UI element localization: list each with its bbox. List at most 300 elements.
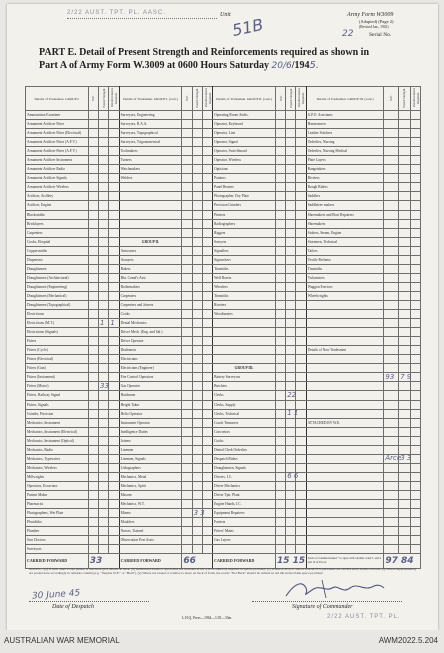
entry-cell[interactable]: [399, 545, 410, 554]
entry-cell[interactable]: [286, 156, 296, 165]
entry-cell[interactable]: [109, 328, 119, 337]
entry-cell[interactable]: [192, 545, 202, 554]
entry-cell[interactable]: [399, 228, 410, 237]
entry-cell[interactable]: [410, 545, 420, 554]
entry-cell[interactable]: [399, 472, 410, 481]
entry-cell[interactable]: [202, 391, 212, 400]
entry-cell[interactable]: [192, 436, 202, 445]
entry-cell[interactable]: [275, 310, 285, 319]
entry-cell[interactable]: [192, 246, 202, 255]
entry-cell[interactable]: [384, 472, 399, 481]
entry-cell[interactable]: [99, 192, 109, 201]
entry-cell[interactable]: [109, 264, 119, 273]
entry-cell[interactable]: [275, 120, 285, 129]
entry-cell[interactable]: [182, 319, 192, 328]
entry-cell[interactable]: [384, 120, 399, 129]
entry-cell[interactable]: [88, 382, 98, 391]
entry-cell[interactable]: [202, 300, 212, 309]
entry-cell[interactable]: [192, 129, 202, 138]
entry-cell[interactable]: [192, 183, 202, 192]
entry-cell[interactable]: [88, 472, 98, 481]
entry-cell[interactable]: [192, 156, 202, 165]
entry-cell[interactable]: [99, 310, 109, 319]
entry-cell[interactable]: [88, 300, 98, 309]
entry-cell[interactable]: [399, 183, 410, 192]
entry-cell[interactable]: [109, 481, 119, 490]
entry-cell[interactable]: [99, 373, 109, 382]
entry-cell[interactable]: [202, 382, 212, 391]
entry-cell[interactable]: [296, 147, 306, 156]
entry-cell[interactable]: [99, 518, 109, 527]
entry-cell[interactable]: [410, 138, 420, 147]
entry-cell[interactable]: [109, 364, 119, 373]
entry-cell[interactable]: [384, 391, 399, 400]
entry-cell[interactable]: [275, 373, 285, 382]
entry-cell[interactable]: [88, 273, 98, 282]
entry-cell[interactable]: [410, 463, 420, 472]
entry-cell[interactable]: [192, 237, 202, 246]
entry-cell[interactable]: [202, 273, 212, 282]
entry-cell[interactable]: [399, 364, 410, 373]
entry-cell[interactable]: [202, 427, 212, 436]
entry-cell[interactable]: [399, 174, 410, 183]
entry-cell[interactable]: [192, 500, 202, 509]
entry-cell[interactable]: [275, 210, 285, 219]
entry-cell[interactable]: [275, 129, 285, 138]
entry-cell[interactable]: [192, 518, 202, 527]
entry-cell[interactable]: [192, 490, 202, 499]
entry-cell[interactable]: [410, 291, 420, 300]
entry-cell[interactable]: [399, 382, 410, 391]
entry-cell[interactable]: [399, 165, 410, 174]
entry-cell[interactable]: [182, 255, 192, 264]
entry-cell[interactable]: [88, 228, 98, 237]
entry-cell[interactable]: [182, 120, 192, 129]
entry-cell[interactable]: [202, 228, 212, 237]
entry-cell[interactable]: [286, 527, 296, 536]
entry-cell[interactable]: [109, 545, 119, 554]
entry-cell[interactable]: [202, 310, 212, 319]
entry-cell[interactable]: [296, 192, 306, 201]
entry-cell[interactable]: [275, 545, 285, 554]
entry-cell[interactable]: [182, 400, 192, 409]
entry-cell[interactable]: [286, 147, 296, 156]
entry-cell[interactable]: [384, 527, 399, 536]
entry-cell[interactable]: [99, 527, 109, 536]
entry-cell[interactable]: [399, 518, 410, 527]
entry-cell[interactable]: [296, 436, 306, 445]
entry-cell[interactable]: [182, 518, 192, 527]
entry-cell[interactable]: [109, 319, 119, 328]
entry-cell[interactable]: [399, 192, 410, 201]
entry-cell[interactable]: [399, 129, 410, 138]
entry-cell[interactable]: [202, 129, 212, 138]
entry-cell[interactable]: [88, 291, 98, 300]
entry-cell[interactable]: [99, 427, 109, 436]
entry-cell[interactable]: [296, 328, 306, 337]
entry-cell[interactable]: [99, 409, 109, 418]
entry-cell[interactable]: [99, 418, 109, 427]
entry-cell[interactable]: [182, 147, 192, 156]
entry-cell[interactable]: [275, 219, 285, 228]
entry-cell[interactable]: [99, 246, 109, 255]
entry-cell[interactable]: [182, 165, 192, 174]
entry-cell[interactable]: [192, 472, 202, 481]
entry-cell[interactable]: [286, 282, 296, 291]
entry-cell[interactable]: [410, 319, 420, 328]
entry-cell[interactable]: [88, 237, 98, 246]
entry-cell[interactable]: [109, 282, 119, 291]
entry-cell[interactable]: [410, 174, 420, 183]
entry-cell[interactable]: [202, 527, 212, 536]
entry-cell[interactable]: [275, 147, 285, 156]
entry-cell[interactable]: [384, 201, 399, 210]
entry-cell[interactable]: [286, 337, 296, 346]
entry-cell[interactable]: [296, 300, 306, 309]
entry-cell[interactable]: [109, 237, 119, 246]
entry-cell[interactable]: [202, 373, 212, 382]
entry-cell[interactable]: [109, 490, 119, 499]
entry-cell[interactable]: [286, 500, 296, 509]
entry-cell[interactable]: [275, 300, 285, 309]
entry-cell[interactable]: [399, 536, 410, 545]
entry-cell[interactable]: [182, 282, 192, 291]
entry-cell[interactable]: [410, 509, 420, 518]
entry-cell[interactable]: [109, 427, 119, 436]
entry-cell[interactable]: [296, 174, 306, 183]
entry-cell[interactable]: [182, 210, 192, 219]
entry-cell[interactable]: [202, 282, 212, 291]
entry-cell[interactable]: [384, 436, 399, 445]
entry-cell[interactable]: [202, 463, 212, 472]
entry-cell[interactable]: [182, 418, 192, 427]
entry-cell[interactable]: [410, 201, 420, 210]
entry-cell[interactable]: [410, 310, 420, 319]
entry-cell[interactable]: [202, 400, 212, 409]
entry-cell[interactable]: [202, 545, 212, 554]
entry-cell[interactable]: [109, 391, 119, 400]
entry-cell[interactable]: [182, 300, 192, 309]
entry-cell[interactable]: [296, 219, 306, 228]
entry-cell[interactable]: [182, 201, 192, 210]
entry-cell[interactable]: [286, 237, 296, 246]
entry-cell[interactable]: [202, 337, 212, 346]
entry-cell[interactable]: [410, 346, 420, 355]
entry-cell[interactable]: [109, 300, 119, 309]
entry-cell[interactable]: [202, 219, 212, 228]
entry-cell[interactable]: [384, 192, 399, 201]
entry-cell[interactable]: [99, 255, 109, 264]
entry-cell[interactable]: [399, 210, 410, 219]
entry-cell[interactable]: [296, 427, 306, 436]
entry-cell[interactable]: [296, 264, 306, 273]
entry-cell[interactable]: [275, 391, 285, 400]
entry-cell[interactable]: [192, 255, 202, 264]
entry-cell[interactable]: [296, 337, 306, 346]
entry-cell[interactable]: [99, 156, 109, 165]
entry-cell[interactable]: [275, 228, 285, 237]
entry-cell[interactable]: [296, 536, 306, 545]
entry-cell[interactable]: [192, 165, 202, 174]
entry-cell[interactable]: [88, 264, 98, 273]
entry-cell[interactable]: [202, 346, 212, 355]
entry-cell[interactable]: [192, 454, 202, 463]
entry-cell[interactable]: [296, 400, 306, 409]
entry-cell[interactable]: [182, 391, 192, 400]
entry-cell[interactable]: [88, 427, 98, 436]
entry-cell[interactable]: [399, 120, 410, 129]
entry-cell[interactable]: [410, 337, 420, 346]
entry-cell[interactable]: [384, 111, 399, 120]
entry-cell[interactable]: [109, 120, 119, 129]
entry-cell[interactable]: [192, 409, 202, 418]
entry-cell[interactable]: [296, 373, 306, 382]
entry-cell[interactable]: [399, 391, 410, 400]
entry-cell[interactable]: [296, 156, 306, 165]
entry-cell[interactable]: [109, 174, 119, 183]
entry-cell[interactable]: [182, 237, 192, 246]
entry-cell[interactable]: [192, 481, 202, 490]
entry-cell[interactable]: [88, 454, 98, 463]
entry-cell[interactable]: [410, 282, 420, 291]
entry-cell[interactable]: [99, 319, 109, 328]
entry-cell[interactable]: [192, 273, 202, 282]
entry-cell[interactable]: [192, 228, 202, 237]
entry-cell[interactable]: [384, 255, 399, 264]
entry-cell[interactable]: [202, 418, 212, 427]
entry-cell[interactable]: [399, 509, 410, 518]
entry-cell[interactable]: [192, 445, 202, 454]
entry-cell[interactable]: [109, 219, 119, 228]
entry-cell[interactable]: [88, 346, 98, 355]
entry-cell[interactable]: [296, 500, 306, 509]
entry-cell[interactable]: [88, 120, 98, 129]
entry-cell[interactable]: [384, 346, 399, 355]
entry-cell[interactable]: [296, 418, 306, 427]
entry-cell[interactable]: [182, 490, 192, 499]
entry-cell[interactable]: [202, 454, 212, 463]
entry-cell[interactable]: [88, 436, 98, 445]
entry-cell[interactable]: [182, 536, 192, 545]
entry-cell[interactable]: [182, 436, 192, 445]
entry-cell[interactable]: [296, 201, 306, 210]
entry-cell[interactable]: [192, 527, 202, 536]
entry-cell[interactable]: [399, 454, 410, 463]
entry-cell[interactable]: [202, 237, 212, 246]
entry-cell[interactable]: [410, 454, 420, 463]
entry-cell[interactable]: [286, 346, 296, 355]
entry-cell[interactable]: [88, 138, 98, 147]
entry-cell[interactable]: [109, 463, 119, 472]
entry-cell[interactable]: [192, 291, 202, 300]
entry-cell[interactable]: [275, 472, 285, 481]
entry-cell[interactable]: [399, 264, 410, 273]
entry-cell[interactable]: [88, 463, 98, 472]
entry-cell[interactable]: [384, 500, 399, 509]
entry-cell[interactable]: [384, 518, 399, 527]
entry-cell[interactable]: [286, 364, 296, 373]
entry-cell[interactable]: [399, 409, 410, 418]
entry-cell[interactable]: [99, 382, 109, 391]
entry-cell[interactable]: [182, 382, 192, 391]
entry-cell[interactable]: [286, 192, 296, 201]
entry-cell[interactable]: [88, 373, 98, 382]
entry-cell[interactable]: [286, 536, 296, 545]
entry-cell[interactable]: [410, 246, 420, 255]
entry-cell[interactable]: [399, 273, 410, 282]
entry-cell[interactable]: [88, 328, 98, 337]
entry-cell[interactable]: [410, 273, 420, 282]
entry-cell[interactable]: [286, 210, 296, 219]
entry-cell[interactable]: [192, 319, 202, 328]
entry-cell[interactable]: [410, 328, 420, 337]
entry-cell[interactable]: [109, 518, 119, 527]
entry-cell[interactable]: [286, 418, 296, 427]
entry-cell[interactable]: [286, 183, 296, 192]
entry-cell[interactable]: [275, 255, 285, 264]
entry-cell[interactable]: [296, 291, 306, 300]
entry-cell[interactable]: [410, 255, 420, 264]
entry-cell[interactable]: [88, 183, 98, 192]
entry-cell[interactable]: [182, 129, 192, 138]
entry-cell[interactable]: [384, 545, 399, 554]
entry-cell[interactable]: [182, 183, 192, 192]
entry-cell[interactable]: [296, 183, 306, 192]
entry-cell[interactable]: [286, 129, 296, 138]
entry-cell[interactable]: [99, 355, 109, 364]
entry-cell[interactable]: [99, 291, 109, 300]
entry-cell[interactable]: [182, 454, 192, 463]
entry-cell[interactable]: [192, 346, 202, 355]
entry-cell[interactable]: [109, 373, 119, 382]
entry-cell[interactable]: [88, 445, 98, 454]
entry-cell[interactable]: [275, 273, 285, 282]
entry-cell[interactable]: [384, 427, 399, 436]
entry-cell[interactable]: [192, 382, 202, 391]
entry-cell[interactable]: [275, 427, 285, 436]
entry-cell[interactable]: [286, 382, 296, 391]
entry-cell[interactable]: [275, 445, 285, 454]
entry-cell[interactable]: [286, 490, 296, 499]
entry-cell[interactable]: [99, 201, 109, 210]
entry-cell[interactable]: [88, 364, 98, 373]
entry-cell[interactable]: [182, 337, 192, 346]
entry-cell[interactable]: [109, 445, 119, 454]
entry-cell[interactable]: [296, 129, 306, 138]
entry-cell[interactable]: [275, 536, 285, 545]
entry-cell[interactable]: [109, 255, 119, 264]
entry-cell[interactable]: [410, 120, 420, 129]
entry-cell[interactable]: [202, 264, 212, 273]
entry-cell[interactable]: [286, 445, 296, 454]
entry-cell[interactable]: [88, 409, 98, 418]
entry-cell[interactable]: [202, 472, 212, 481]
entry-cell[interactable]: [384, 373, 399, 382]
entry-cell[interactable]: [99, 463, 109, 472]
entry-cell[interactable]: [182, 246, 192, 255]
entry-cell[interactable]: [109, 310, 119, 319]
entry-cell[interactable]: [410, 481, 420, 490]
entry-cell[interactable]: [109, 147, 119, 156]
entry-cell[interactable]: [410, 237, 420, 246]
entry-cell[interactable]: [109, 409, 119, 418]
entry-cell[interactable]: [192, 147, 202, 156]
entry-cell[interactable]: [296, 237, 306, 246]
entry-cell[interactable]: [296, 527, 306, 536]
entry-cell[interactable]: [275, 346, 285, 355]
entry-cell[interactable]: [286, 373, 296, 382]
entry-cell[interactable]: [99, 500, 109, 509]
entry-cell[interactable]: [286, 165, 296, 174]
entry-cell[interactable]: [88, 111, 98, 120]
entry-cell[interactable]: [109, 291, 119, 300]
entry-cell[interactable]: [109, 156, 119, 165]
entry-cell[interactable]: [384, 219, 399, 228]
entry-cell[interactable]: [410, 364, 420, 373]
entry-cell[interactable]: [384, 300, 399, 309]
entry-cell[interactable]: [275, 409, 285, 418]
entry-cell[interactable]: [296, 445, 306, 454]
entry-cell[interactable]: [384, 210, 399, 219]
entry-cell[interactable]: [99, 183, 109, 192]
entry-cell[interactable]: [202, 490, 212, 499]
entry-cell[interactable]: [192, 264, 202, 273]
entry-cell[interactable]: [410, 409, 420, 418]
entry-cell[interactable]: [286, 264, 296, 273]
entry-cell[interactable]: [88, 129, 98, 138]
entry-cell[interactable]: [410, 536, 420, 545]
entry-cell[interactable]: [192, 400, 202, 409]
entry-cell[interactable]: [182, 156, 192, 165]
entry-cell[interactable]: [286, 463, 296, 472]
entry-cell[interactable]: [275, 237, 285, 246]
entry-cell[interactable]: [99, 445, 109, 454]
entry-cell[interactable]: [384, 174, 399, 183]
entry-cell[interactable]: [399, 445, 410, 454]
entry-cell[interactable]: [275, 192, 285, 201]
entry-cell[interactable]: [109, 382, 119, 391]
entry-cell[interactable]: [99, 364, 109, 373]
entry-cell[interactable]: [192, 337, 202, 346]
entry-cell[interactable]: [286, 518, 296, 527]
entry-cell[interactable]: [410, 129, 420, 138]
entry-cell[interactable]: [384, 337, 399, 346]
entry-cell[interactable]: [192, 328, 202, 337]
entry-cell[interactable]: [202, 536, 212, 545]
entry-cell[interactable]: [399, 319, 410, 328]
entry-cell[interactable]: [296, 364, 306, 373]
entry-cell[interactable]: [109, 273, 119, 282]
entry-cell[interactable]: [192, 120, 202, 129]
entry-cell[interactable]: [88, 282, 98, 291]
entry-cell[interactable]: [182, 409, 192, 418]
entry-cell[interactable]: [99, 210, 109, 219]
entry-cell[interactable]: [88, 545, 98, 554]
entry-cell[interactable]: [410, 111, 420, 120]
entry-cell[interactable]: [88, 337, 98, 346]
entry-cell[interactable]: [182, 481, 192, 490]
entry-cell[interactable]: [286, 454, 296, 463]
entry-cell[interactable]: [410, 418, 420, 427]
entry-cell[interactable]: [192, 508, 205, 518]
entry-cell[interactable]: [88, 192, 98, 201]
entry-cell[interactable]: [399, 300, 410, 309]
entry-cell[interactable]: [286, 481, 296, 490]
entry-cell[interactable]: [109, 509, 119, 518]
entry-cell[interactable]: [286, 427, 296, 436]
entry-cell[interactable]: [275, 463, 285, 472]
entry-cell[interactable]: [275, 400, 285, 409]
